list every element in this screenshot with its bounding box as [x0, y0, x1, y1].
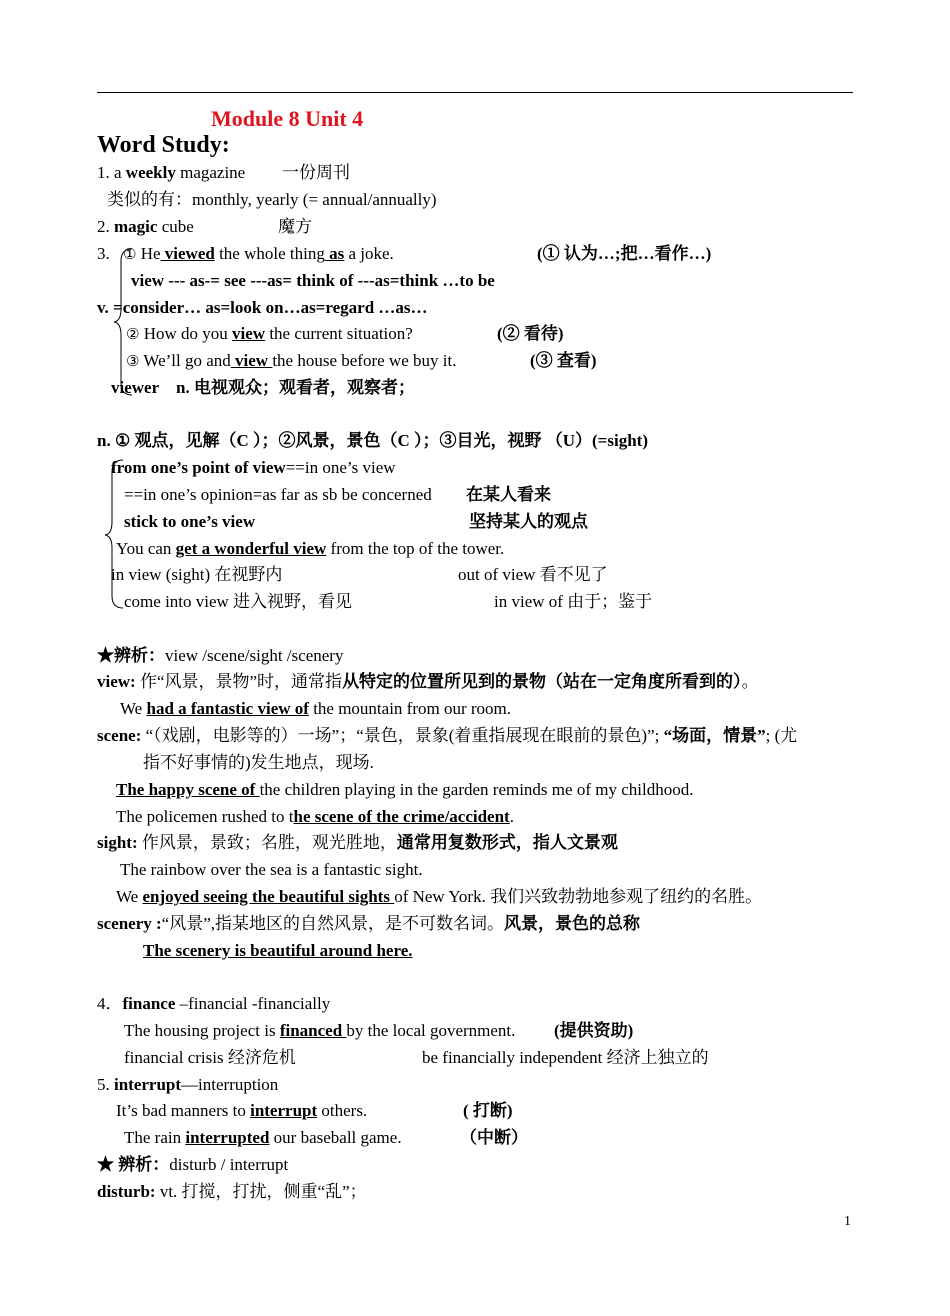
phrase-come-into-view: come into view 进入视野，看见	[124, 592, 353, 611]
item-3-note-2: (② 看待)	[497, 324, 564, 343]
sight-example-1: The rainbow over the sea is a fantastic sight.	[120, 860, 423, 879]
item-1-line: 1. a weekly magazine	[97, 163, 246, 182]
phrase-in-ones-opinion-meaning: 在某人看来	[466, 485, 551, 504]
item-2-translation: 魔方	[278, 217, 312, 236]
interrupt-note-1: ( 打断)	[463, 1101, 513, 1120]
phrase-point-of-view: from one’s point of view==in one’s view	[111, 458, 396, 477]
finance-note: (提供资助)	[554, 1021, 634, 1040]
item-3-example-1: ① He viewed the whole thing as a joke.	[123, 244, 394, 263]
sight-example-2: We enjoyed seeing the beautiful sights of New York. 我们兴致勃勃地参观了纽约的名胜。	[116, 887, 763, 906]
phrase-out-of-view: out of view 看不见了	[458, 565, 608, 584]
viewer-definition: n. 电视观众；观看者，观察者；	[176, 378, 415, 397]
scene-explanation-cont: 指不好事情的)发生地点，现场.	[143, 753, 374, 772]
item-3-note-1: (① 认为…;把…看作…)	[537, 244, 712, 263]
phrase-in-view: in view (sight) 在视野内	[111, 565, 283, 584]
interrupt-example-1: It’s bad manners to interrupt others.	[116, 1101, 368, 1120]
item-5-line: 5. interrupt—interruption	[97, 1075, 279, 1094]
header-rule	[97, 92, 853, 93]
scenery-explanation: scenery :“风景”,指某地区的自然风景，是不可数名词。风景，景色的总称	[97, 914, 641, 933]
example-wonderful-view: You can get a wonderful view from the top of the tower.	[116, 539, 505, 558]
item-4-line: 4．finance –financial -financially	[97, 994, 331, 1013]
view-noun-definition: n. ① 观点，见解（C ）；②风景，景色（C ）；③目光，视野 （U）(=sight)	[97, 431, 648, 450]
scene-example-2: The policemen rushed to the scene of the crime/accident.	[116, 807, 514, 826]
brace-icon	[103, 458, 125, 610]
phrase-stick-to-view: stick to one’s view	[124, 512, 256, 531]
interrupt-note-2: （中断）	[460, 1128, 528, 1147]
item-3-example-3: ③ We’ll go and view the house before we buy it.	[126, 351, 457, 370]
item-3-number: 3.	[97, 244, 110, 263]
finance-example: The housing project is financed by the local government.	[124, 1021, 516, 1040]
page-title: Module 8 Unit 4	[211, 106, 364, 131]
view-as-synonyms: view --- as-= see ---as= think of ---as=think …to be	[131, 271, 495, 290]
item-1-translation: 一份周刊	[282, 163, 350, 182]
item-3-note-3: (③ 查看)	[530, 351, 597, 370]
interrupt-example-2: The rain interrupted our baseball game.	[124, 1128, 402, 1147]
phrase-financially-independent: be financially independent 经济上独立的	[422, 1048, 709, 1067]
phrase-in-ones-opinion: ==in one’s opinion=as far as sb be concerned	[124, 485, 432, 504]
disturb-explanation: disturb: vt. 打搅，打扰，侧重“乱”；	[97, 1182, 367, 1201]
scenery-example: The scenery is beautiful around here.	[143, 941, 413, 960]
comparison-heading: ★辨析：view /scene/sight /scenery	[97, 646, 344, 665]
section-heading: Word Study:	[97, 132, 230, 158]
similar-words-line: 类似的有：monthly, yearly (= annual/annually)	[107, 190, 437, 209]
view-verb-synonyms: v. =consider… as=look on…as=regard …as…	[97, 298, 428, 317]
scene-explanation: scene: “（戏剧，电影等的）一场”；“景色，景象(着重指展现在眼前的景色)”; “场面，情景”; (尤	[97, 726, 798, 745]
sight-explanation: sight: 作风景，景致；名胜，观光胜地，通常用复数形式，指人文景观	[97, 833, 618, 852]
viewer-word: viewer	[111, 378, 160, 397]
comparison-heading-2: ★ 辨析：disturb / interrupt	[97, 1155, 289, 1174]
phrase-financial-crisis: financial crisis 经济危机	[124, 1048, 296, 1067]
view-example: We had a fantastic view of the mountain from our room.	[120, 699, 512, 718]
phrase-in-view-of: in view of 由于；鉴于	[494, 592, 653, 611]
brace-icon	[112, 247, 134, 397]
page-number: 1	[844, 1214, 851, 1229]
item-3-example-2: ② How do you view the current situation?	[126, 324, 413, 343]
scene-example-1: The happy scene of the children playing in the garden reminds me of my childhood.	[116, 780, 694, 799]
item-2-line: 2. magic cube	[97, 217, 194, 236]
phrase-stick-to-view-meaning: 坚持某人的观点	[469, 512, 588, 531]
view-explanation: view: 作“风景，景物”时，通常指从特定的位置所见到的景物（站在一定角度所看到的）。	[97, 672, 759, 691]
